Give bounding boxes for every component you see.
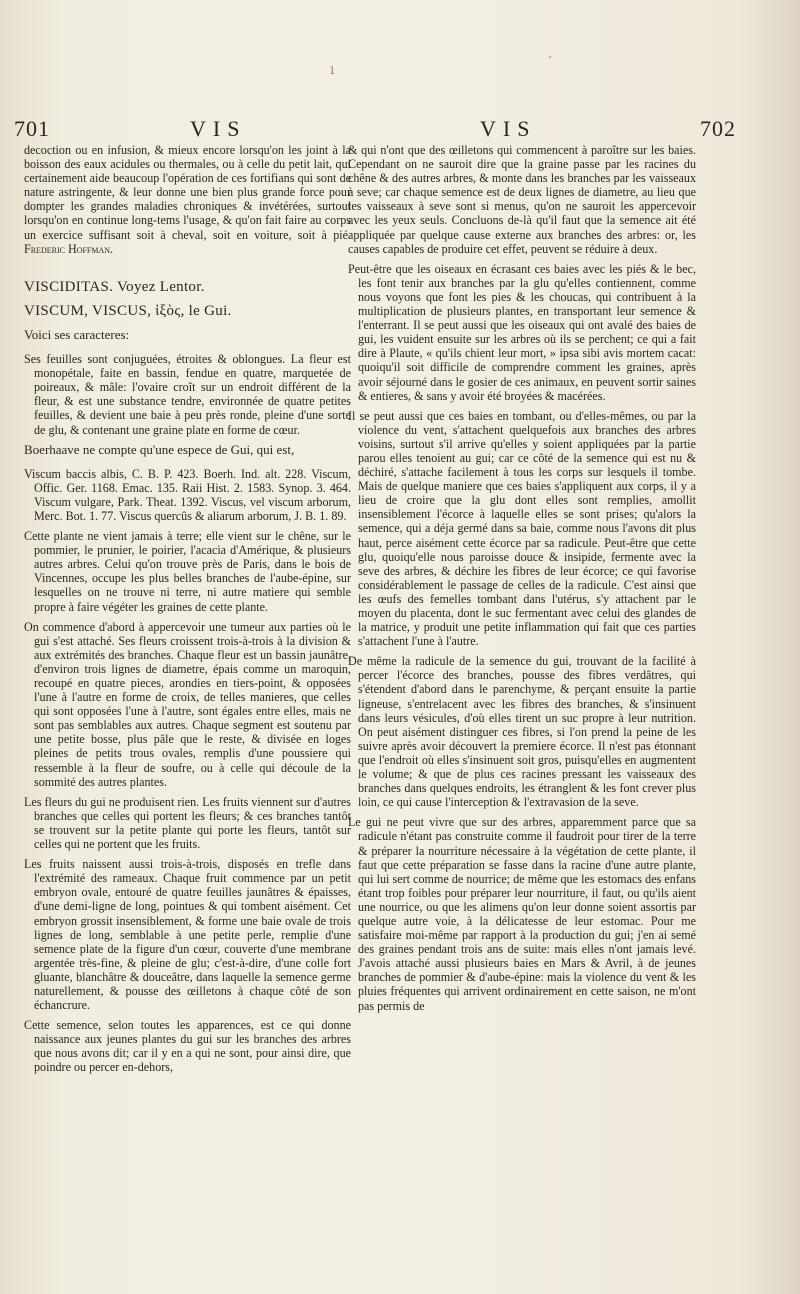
scan-mark: ı (330, 62, 335, 78)
paragraph-oiseaux: Peut-être que les oiseaux en écrasant ces baies avec les piés & le bec, les font tenir aux branches par la glu qu'elles contiennent, comme nous voyons que font les pies & les choucas, qui contribuent à la multiplication de plusieurs plantes, en transportant leur semence & l'enterrant. Il se peut aussi que les oiseaux qui ont avalé des baies de gui, les vuident ensuite sur les arbres où ils se perchent; ce qui a fait dire à Plaute, « qu'ils chient leur mort, » ipsa sibi avis mortem cacat: quoiqu'il soit difficile de comprendre comment les graines, après avoir séjourné dans le gosier de ces animaux, en peuvent sortir saines & entieres, & sans y avoir été broyées & macérées. (348, 261, 696, 403)
paragraph-oeilletons: & qui n'ont que des œilletons qui commencent à paroître sur les baies. Cependant on ne sauroit dire que la graine passe par les racines du chêne & des autres arbres, & monte dans les branches par les vaisseaux à seve; car chaque semence est de deux lignes de diametre, au lieu que les vaisseaux à seve sont si menus, qu'on ne sauroit les appercevoir avec les yeux seuls. Concluons de-là qu'il faut que la semence ait été appliquée par quelque cause externe aux branches des arbres: or, les causes capables de produire cet effet, peuvent se réduire à deux. (348, 143, 696, 256)
paragraph-text: decoction ou en infusion, & mieux encore lorsqu'on les joint à la boisson des eaux acidules ou thermales, ou à celle du petit lait, qui certainement aide beaucoup l'opération de ces fortifians qui sont de nature astringente, & leur donne une bien plus grande force pour dompter les grandes maladies chroniques & invétérées, surtout lorsqu'on en continue long-tems l'usage, & qu'on fait faire au corps un exercice suffisant soit à cheval, soit en voiture, soit à pié. (24, 143, 351, 242)
paragraph-fleurs: Les fleurs du gui ne produisent rien. Les fruits viennent sur d'autres branches que celles qui portent les fleurs; & ces branches tantôt se trouvent sur la petite plante qui porte les fleurs, tantôt sur celles qui ne portent que les fruits. (24, 794, 351, 852)
paragraph-references: Viscum baccis albis, C. B. P. 423. Boerh. Ind. alt. 228. Viscum, Offic. Ger. 1168. Emac. 135. Raii Hist. 2. 1583. Synop. 3. 464. Viscum vulgare, Park. Theat. 1392. Viscus, vel viscum arborum, Merc. Bot. 1. 77. Viscus quercûs & aliarum arborum, J. B. 1. 89. (24, 466, 351, 523)
right-text-column (348, 143, 696, 1288)
left-page-number: 701 (14, 116, 50, 141)
paragraph-plant: Cette plante ne vient jamais à terre; elle vient sur le chêne, sur le pommier, le prunier, le poirier, l'acacia d'Amérique, & plusieurs autres arbres. Celui qu'on trouve près de Paris, dans le bois de Vincennes, occupe les plus belles branches de l'aube-épine, sur lesquelles on ne trouve ni terre, ni autre matiere qui semble propre à faire végéter les graines de cette plante. (24, 529, 351, 614)
entry-heading-visciditas: VISCIDITAS. Voyez Lentor. (24, 278, 205, 295)
paragraph-continuation (24, 143, 351, 256)
paragraph-vent: Il se peut aussi que ces baies en tombant, ou d'elles-mêmes, ou par la violence du vent, s'attachent quelquefois aux branches des arbres voisins, surtout s'il arrive qu'elles y soient appliquées par la partie parou elles tenoient au gui; car ce côté de la semence qui est nu & déchiré, s'attache facilement à tous les corps sur lesquels il tombe. Mais de quelque maniere que ces baies s'appliquent aux corps, il y a lieu de croire que la glu dont elles sont remplies, amollit insensiblement l'écorce à laquelle elles se sont prises; qu'alors la semence, qui a déja germé dans sa baie, comme nous l'avons dit plus haut, perce aisément cette écorce par sa radicule. Peut-être que cette glu, quoiqu'elle nous paroisse douce & insipide, fermente avec la seve des arbres, & déchire les fibres de leur écorce; ce qui favorise considérablement le passage de celles de la radicule. C'est ainsi que les œufs des femelles tombant dans l'utérus, s'y attachent par le moyen du placenta, dont le suc fermentant avec celui des glandes de la matrice, y produit une petite inflammation qui fait que ces parties s'attachent l'une à l'autre. (348, 408, 696, 649)
left-text-column (24, 143, 351, 1288)
paragraph-semence: Cette semence, selon toutes les apparences, est ce qui donne naissance aux jeunes plantes du gui sur les branches des arbres que nous avons dit; car il y en a qui ne sont, pour ainsi dire, que poindre ou percer en-dehors, (24, 1018, 351, 1075)
author-name: Frederic Hoffman. (24, 241, 114, 256)
paragraph-tumeur: On commence d'abord à appercevoir une tumeur aux parties où le gui s'est attaché. Ses fleurs croissent trois-à-trois à la division & aux extrémités des branches. Chaque fleur est un bassin jaunâtre, d'environ trois lignes de diametre, épais comme un maroquin, recoupé en quatre pieces, arondies en tiers-point, & opposées l'une à l'autre en forme de croix, de telles manieres, que celles qui sont opposées l'une à l'autre, sont égales entre elles, mais ne sont pas semblables aux autres. Chaque segment est soutenu par une petite bosse, plus pâle que le reste, & divisée en loges pleines de petits trous ovales, remplis d'une poussiere qui ressemble à la fleur de soufre, ou à celle qui découle de la sommité des autres plantes. (24, 619, 351, 789)
paragraph-characters: Ses feuilles sont conjuguées, étroites & oblongues. La fleur est monopétale, faite en bassin, fendue en quatre, marquetée de poireaux, & mâle: l'ovaire croît sur un endroit différent de la fleur, & est une substance tendre, environnée de quatre petites feuilles, & devient une baie à peu près ronde, pleine d'une sorte de glu, & contenant une graine plate en forme de cœur. (24, 352, 351, 437)
left-running-headword: VIS (190, 116, 247, 141)
scan-mark: · (548, 50, 553, 66)
right-running-headword: VIS (480, 116, 537, 141)
characters-intro: Voici ses caracteres: (24, 326, 130, 342)
paragraph-boerhaave: Boerhaave ne compte qu'une espece de Gui, qui est, (24, 441, 295, 457)
paragraph-radicule: De même la radicule de la semence du gui, trouvant de la facilité à percer l'écorce des branches, pousse des fibres verdâtres, qui s'étendent d'abord dans le parenchyme, & perçant ensuite la partie ligneuse, s'entrelacent avec les fibres des branches, & s'insinuent dans leurs vésicules, d'où elles tirent un suc propre à leur nutrition. On peut aisément distinguer ces fibres, si l'on prend la peine de les suivre après avoir découvert la premiere écorce. Il n'est pas étonnant que l'endroit où elles s'insinuent soit gros, puisqu'elles en augmentent le volume; & que de plus ces racines pressant les vaisseaux des branches dans quelques endroits, les étranglent & les font crever plus loin, ce qui cause l'interception & l'extravasion de la seve. (348, 654, 696, 810)
entry-heading-viscum: VISCUM, VISCUS, ἰξὸς, le Gui. (24, 302, 232, 319)
right-page-number: 702 (700, 116, 736, 141)
paragraph-vivre: Le gui ne peut vivre que sur des arbres, apparemment parce que sa radicule n'étant pas construite comme il faudroit pour tirer de la terre & préparer la nourriture nécessaire à la végétation de cette plante, il faut que cette préparation se fasse dans la racine d'une autre plante, qui lui sert comme de nourrice; de même que les estomacs des enfans étant trop foibles pour préparer leur nourriture, il faut, ou qu'ils aient une nourrice, ou que les alimens qu'on leur donne soient assortis par quelque autre voie, à la délicatesse de leur estomac. Pour me satisfaire moi-même par rapport à la production du gui; j'en ai semé des graines pendant trois ans de suite: mais elles n'ont jamais levé. J'avois attaché aussi plusieurs baies en Mars & Avril, à de jeunes branches de pommier & d'aube-épine: mais la violence du vent & les pluies fréquentes qui arrivent ordinairement en cette saison, ne m'ont pas permis de (348, 815, 696, 1013)
paragraph-fruits: Les fruits naissent aussi trois-à-trois, disposés en trefle dans l'extrémité des rameaux. Chaque fruit commence par un petit embryon ovale, entouré de quatre feuilles jaunâtres & épaisses, d'une demi-ligne de long, pointues & qui tombent aisément. Cet embryon grossit insensiblement, & forme une baie ovale de trois lignes de long, semblable à une petite perle, remplie d'une semence plate de la figure d'un cœur, couverte d'une membrane argentée très-fine, & pleine de glu; c'est-à-dire, d'une colle fort gluante, blanchâtre & douceâtre, dans laquelle la semence germe naturellement, & pousse des œilletons à chaque côté de son échancrure. (24, 857, 351, 1013)
